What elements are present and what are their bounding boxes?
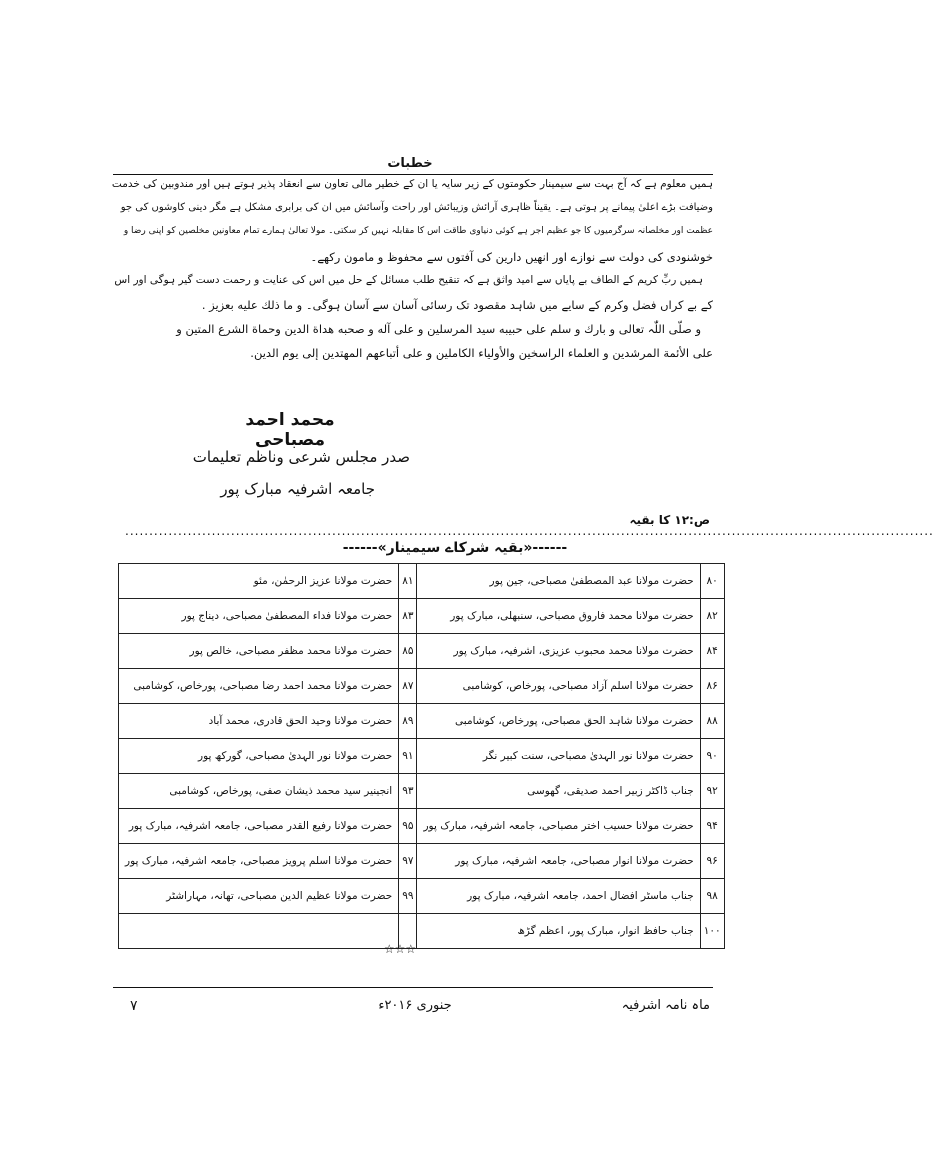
participant-name: حضرت مولانا اسلم آزاد مصباحی، پورخاص، کوشامبی: [417, 669, 700, 704]
paragraph-line: ہمیں معلوم ہے کہ آج بہت سے سیمینار حکومتوں کے زیر سایہ یا ان کے خطیر مالی تعاون سے انعقاد پذیر ہوتے ہیں اور مندوبین کی خدمت: [111, 178, 713, 190]
serial-number: ۹۴: [700, 809, 724, 844]
serial-number: ۸۳: [399, 599, 417, 634]
participant-name: حضرت مولانا عزیز الرحمٰن، مئو: [119, 564, 399, 599]
paragraph-line: خوشنودی کی دولت سے نوازے اور انھیں دارین کی آفتوں سے محفوظ و مامون رکھے۔: [310, 250, 713, 264]
serial-number: ۸۷: [399, 669, 417, 704]
issue-date: جنوری ۲۰۱۶ء: [378, 998, 452, 1013]
serial-number: ۹۸: [700, 879, 724, 914]
arabic-line: علی الأئمة المرشدین و العلماء الراسخین والأولیاء الکاملین و علی أتباعھم المھتدین إلی یوم الدین.: [250, 346, 713, 360]
participant-name: جناب ڈاکٹر زبیر احمد صدیقی، گھوسی: [417, 774, 700, 809]
participant-name: حضرت مولانا عظیم الدین مصباحی، تھانہ، مہاراشٹر: [119, 879, 399, 914]
serial-number: ۸۸: [700, 704, 724, 739]
serial-number: ۹۲: [700, 774, 724, 809]
table-row: [119, 809, 725, 844]
serial-number: ۹۶: [700, 844, 724, 879]
signature-institution: جامعہ اشرفیہ مبارک پور: [220, 480, 375, 498]
serial-number: ۸۱: [399, 564, 417, 599]
participant-name: حضرت مولانا فداء المصطفیٰ مصباحی، دیناج پور: [119, 599, 399, 634]
table-row: [119, 599, 725, 634]
magazine-name: ماہ نامہ اشرفیہ: [621, 998, 710, 1013]
signature-name: محمد احمد مصباحی: [245, 410, 335, 450]
serial-number: ۹۵: [399, 809, 417, 844]
arabic-line: و صلّی اللّٰہ تعالی و بارك و سلم علی حبیبه سید المرسلین و علی آله و صحبه ھداة الدین وحماة الشرع المتین و: [176, 322, 701, 336]
participant-name: حضرت مولانا محمد محبوب عزیزی، اشرفیہ، مبارک پور: [417, 634, 700, 669]
participant-name: انجینیر سید محمد ذیشان صفی، پورخاص، کوشامبی: [119, 774, 399, 809]
serial-number: ۹۷: [399, 844, 417, 879]
serial-number: ۸۲: [700, 599, 724, 634]
serial-number: ۹۱: [399, 739, 417, 774]
page-number: ۷: [130, 998, 138, 1014]
continuation-label: ص:۱۲ کا بقیہ: [629, 513, 710, 527]
participant-name: جناب حافظ انوار، مبارک پور، اعظم گڑھ: [417, 914, 700, 949]
participant-name: حضرت مولانا نور الہدیٰ مصباحی، گورکھ پور: [119, 739, 399, 774]
serial-number: ۸۰: [700, 564, 724, 599]
table-row: [119, 844, 725, 879]
participants-table: [118, 563, 725, 949]
table-row: [119, 879, 725, 914]
serial-number: ۸۹: [399, 704, 417, 739]
participant-name: حضرت مولانا وحید الحق قادری، محمد آباد: [119, 704, 399, 739]
section-title: خطبات: [387, 156, 433, 171]
star-divider: ☆☆☆: [383, 942, 417, 956]
participant-name: حضرت مولانا محمد مظفر مصباحی، خالص پور: [119, 634, 399, 669]
participant-name: حضرت مولانا حسیب اختر مصباحی، جامعہ اشرفیہ، مبارک پور: [417, 809, 700, 844]
participant-name: حضرت مولانا شاہد الحق مصباحی، پورخاص، کوشامبی: [417, 704, 700, 739]
serial-number: ۱۰۰: [700, 914, 724, 949]
table-row: [119, 739, 725, 774]
signature-title: صدر مجلس شرعی وناظم تعلیمات: [192, 448, 410, 466]
participant-name: حضرت مولانا رفیع القدر مصباحی، جامعہ اشرفیہ، مبارک پور: [119, 809, 399, 844]
serial-number: ۸۵: [399, 634, 417, 669]
serial-number: ۹۰: [700, 739, 724, 774]
table-row: [119, 669, 725, 704]
participant-name: حضرت مولانا نور الہدیٰ مصباحی، سنت کبیر نگر: [417, 739, 700, 774]
serial-number: ۸۶: [700, 669, 724, 704]
serial-number: ۹۳: [399, 774, 417, 809]
participant-name: حضرت مولانا اسلم پرویز مصباحی، جامعہ اشرفیہ، مبارک پور: [119, 844, 399, 879]
participant-name: حضرت مولانا محمد احمد رضا مصباحی، پورخاص، کوشامبی: [119, 669, 399, 704]
table-row: [119, 704, 725, 739]
leader-dots: ........................................................................................................................................................................: [125, 524, 934, 538]
participant-name: [119, 914, 399, 949]
participant-name: حضرت مولانا انوار مصباحی، جامعہ اشرفیہ، مبارک پور: [417, 844, 700, 879]
participant-name: حضرت مولانا محمد فاروق مصباحی، سنبھلی، مبارک پور: [417, 599, 700, 634]
header-rule: [113, 174, 713, 175]
serial-number: ۹۹: [399, 879, 417, 914]
paragraph-line: عظمت اور مخلصانہ سرگرمیوں کا جو عظیم اجر ہے کوئی دنیاوی طاقت اس کا مقابلہ نہیں کر سکتی۔ مولا تعالیٰ ہمارے تمام معاونین مخلصین کو اپنی رضا و: [123, 226, 713, 236]
participants-banner: ------«بقیہ شرکاے سیمینار»------: [342, 540, 568, 556]
serial-number: ۸۴: [700, 634, 724, 669]
paragraph-line: ہمیں ربِّ کریم کے الطاف بے پایاں سے امید واثق ہے کہ تنقیح طلب مسائل کے حل میں اس کی عنایت و رحمت دست گیر ہوگی اور اس: [114, 274, 703, 286]
paragraph-line: وضیافت بڑے اعلیٰ پیمانے پر ہوتی ہے۔ یقیناً ظاہری آرائش وزیبائش اور راحت وآسائش میں ان کی برابری مشکل ہے مگر دینی کاوشوں کی جو: [120, 202, 713, 213]
table-row: [119, 564, 725, 599]
table-row: [119, 634, 725, 669]
participant-name: جناب ماسٹر افضال احمد، جامعہ اشرفیہ، مبارک پور: [417, 879, 700, 914]
table-row: [119, 774, 725, 809]
paragraph-line: کے بے کراں فضل وکرم کے سایے میں شاہد مقصود تک رسائی آسان سے آسان ہوگی۔ و ما ذلك علیه بعزیز .: [201, 298, 713, 312]
participant-name: حضرت مولانا عبد المصطفیٰ مصباحی، جین پور: [417, 564, 700, 599]
footer-rule: [113, 987, 713, 988]
